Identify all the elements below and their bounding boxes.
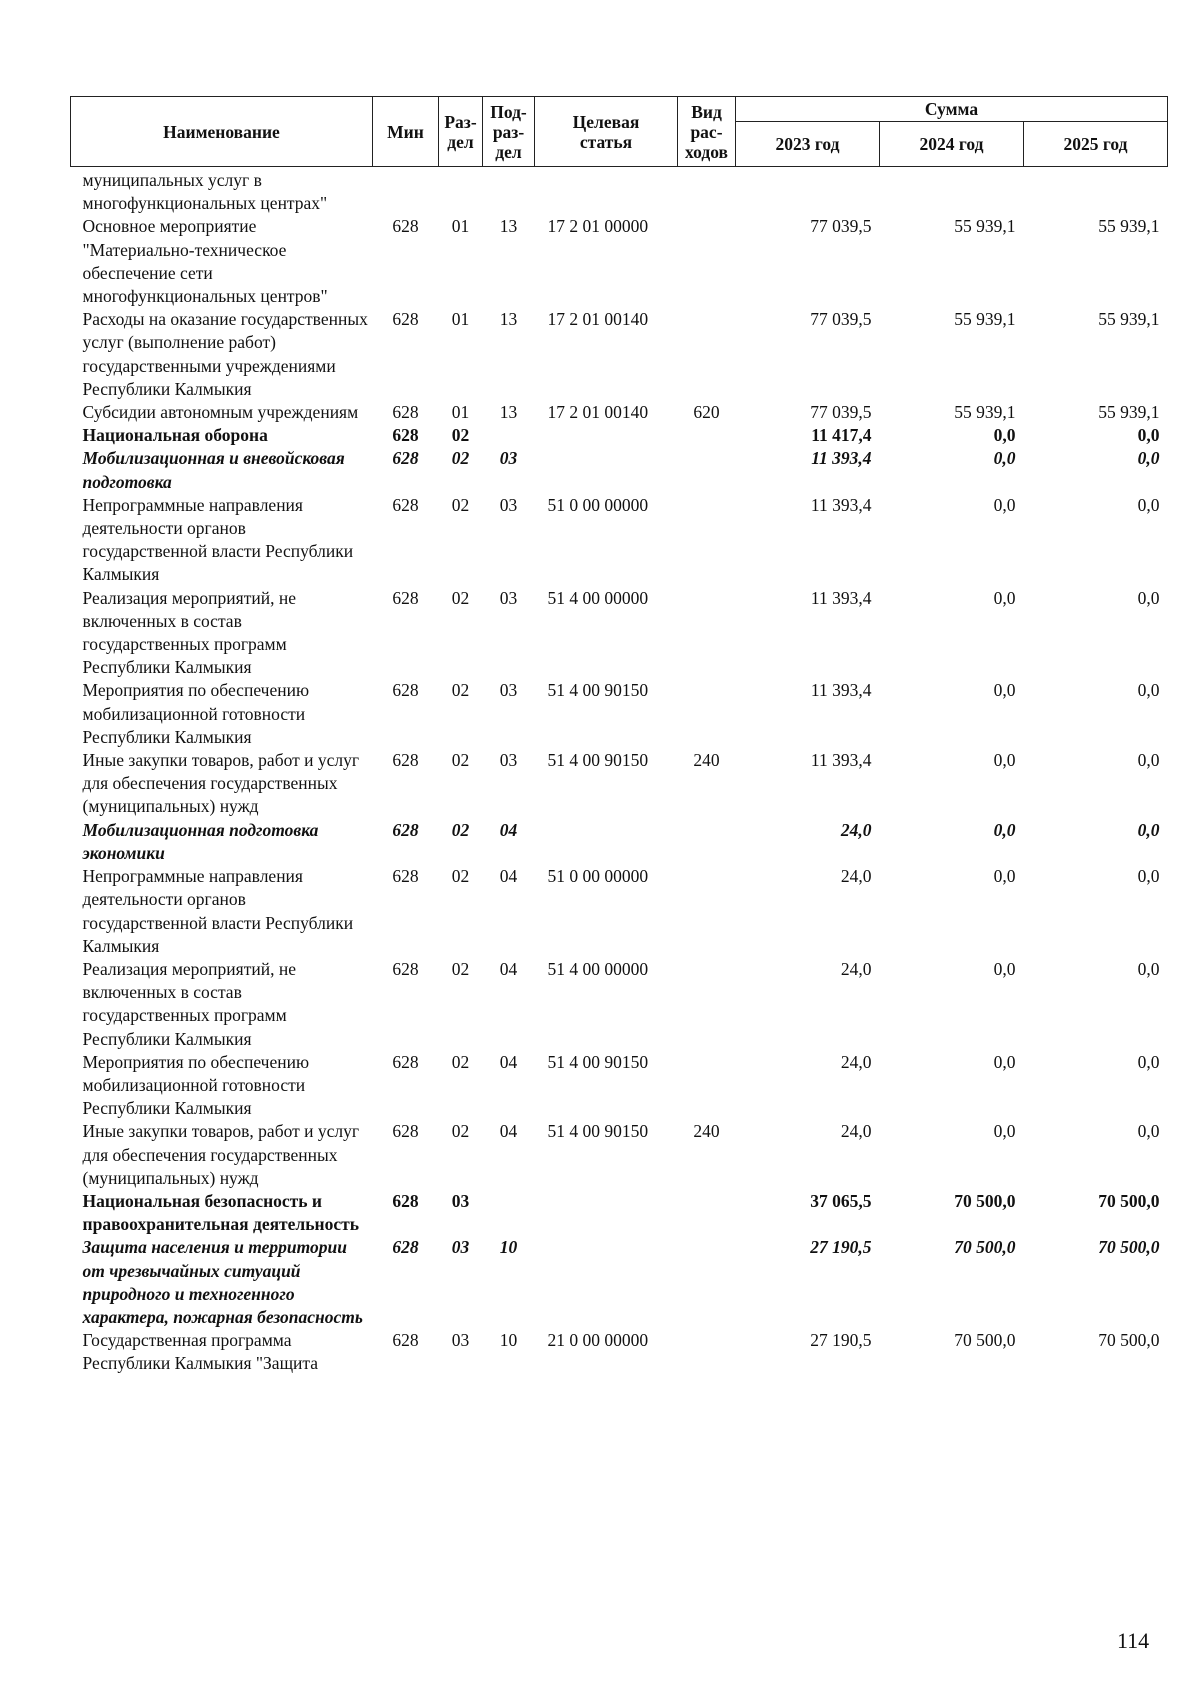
cell-name: Реализация мероприятий, не включенных в состав государственных программ Республики Калмыкия xyxy=(82,958,296,1049)
table-body xyxy=(71,167,1168,1376)
cell-podrazdel: 04 xyxy=(499,958,518,979)
table-row xyxy=(71,401,1168,424)
table-row xyxy=(71,1329,1168,1375)
cell-celevaya: 51 4 00 90150 xyxy=(547,750,649,771)
cell-sum-2025: 0,0 xyxy=(1137,750,1160,771)
cell-sum-2025: 0,0 xyxy=(1137,448,1160,469)
cell-sum-2023: 24,0 xyxy=(840,866,872,887)
table-row xyxy=(71,1120,1168,1190)
cell-min: 628 xyxy=(392,866,419,887)
header-2023: 2023 год xyxy=(736,122,880,167)
table-row xyxy=(71,424,1168,447)
cell-sum-2024: 55 939,1 xyxy=(954,309,1016,330)
cell-sum-2024: 0,0 xyxy=(993,958,1016,979)
cell-sum-2024: 55 939,1 xyxy=(954,216,1016,237)
cell-razdel: 03 xyxy=(451,1190,470,1211)
cell-name: Иные закупки товаров, работ и услуг для обеспечения государственных (муниципальных) нужд xyxy=(82,1121,360,1188)
cell-razdel: 02 xyxy=(451,1121,470,1142)
cell-sum-2023: 11 393,4 xyxy=(810,680,872,701)
cell-celevaya: 51 4 00 90150 xyxy=(547,1051,649,1072)
cell-vid xyxy=(678,1236,736,1329)
cell-sum-2024 xyxy=(880,167,1024,216)
cell-min: 628 xyxy=(392,1121,419,1142)
cell-name: Реализация мероприятий, не включенных в состав государственных программ Республики Калмыкия xyxy=(82,587,296,678)
cell-sum-2023: 24,0 xyxy=(840,819,872,840)
cell-podrazdel xyxy=(483,1190,535,1236)
cell-sum-2025: 0,0 xyxy=(1137,494,1160,515)
cell-sum-2025: 70 500,0 xyxy=(1098,1237,1160,1258)
cell-podrazdel: 04 xyxy=(499,1051,518,1072)
header-celevaya: Целевая статья xyxy=(535,97,678,167)
table-row xyxy=(71,1190,1168,1236)
cell-razdel: 02 xyxy=(451,866,470,887)
header-vid: Вид рас- ходов xyxy=(678,97,736,167)
cell-vid: 240 xyxy=(693,1121,720,1142)
cell-name: Непрограммные направления деятельности органов государственной власти Республики Калмыкия xyxy=(82,866,354,956)
cell-sum-2023: 27 190,5 xyxy=(810,1330,872,1351)
cell-celevaya: 51 4 00 00000 xyxy=(547,587,649,608)
cell-vid xyxy=(678,494,736,587)
cell-name: Субсидии автономным учреждениям xyxy=(82,402,359,423)
cell-celevaya xyxy=(535,1190,678,1236)
cell-min: 628 xyxy=(392,425,419,446)
cell-vid xyxy=(678,167,736,216)
cell-celevaya: 51 0 00 00000 xyxy=(547,866,649,887)
cell-min: 628 xyxy=(392,402,419,423)
cell-celevaya xyxy=(535,447,678,493)
cell-vid xyxy=(678,679,736,749)
header-2025: 2025 год xyxy=(1024,122,1168,167)
cell-razdel xyxy=(439,167,483,216)
cell-vid xyxy=(678,865,736,958)
page-number: 114 xyxy=(1117,1628,1150,1653)
table-row xyxy=(71,679,1168,749)
cell-podrazdel: 13 xyxy=(499,216,518,237)
cell-sum-2024: 0,0 xyxy=(993,448,1016,469)
cell-sum-2025: 55 939,1 xyxy=(1098,402,1160,423)
cell-celevaya: 51 0 00 00000 xyxy=(547,494,649,515)
cell-name: Мобилизационная и вневойсковая подготовка xyxy=(82,448,345,492)
cell-sum-2025: 0,0 xyxy=(1137,425,1160,446)
cell-min: 628 xyxy=(392,1330,419,1351)
cell-celevaya: 17 2 01 00000 xyxy=(547,216,649,237)
cell-name: Иные закупки товаров, работ и услуг для обеспечения государственных (муниципальных) нужд xyxy=(82,750,360,817)
table-row xyxy=(71,749,1168,819)
cell-sum-2024: 0,0 xyxy=(993,866,1016,887)
cell-sum-2023: 24,0 xyxy=(840,958,872,979)
table-header xyxy=(71,97,1168,167)
table-row xyxy=(71,1236,1168,1329)
table-row xyxy=(71,865,1168,958)
header-name: Наименование xyxy=(71,97,373,167)
cell-podrazdel: 03 xyxy=(499,448,518,469)
table-row xyxy=(71,494,1168,587)
table-row xyxy=(71,447,1168,493)
cell-sum-2024: 0,0 xyxy=(993,587,1016,608)
cell-vid xyxy=(678,215,736,308)
cell-celevaya xyxy=(535,167,678,216)
cell-sum-2025: 0,0 xyxy=(1137,819,1160,840)
cell-name: Национальная безопасность и правоохранительная деятельность xyxy=(82,1190,359,1235)
cell-min: 628 xyxy=(392,216,419,237)
cell-min: 628 xyxy=(392,587,419,608)
cell-podrazdel: 04 xyxy=(499,1121,518,1142)
cell-vid xyxy=(678,308,736,401)
cell-celevaya xyxy=(535,1236,678,1329)
cell-min: 628 xyxy=(392,309,419,330)
cell-sum-2025: 55 939,1 xyxy=(1098,216,1160,237)
cell-razdel: 02 xyxy=(451,680,470,701)
table-row xyxy=(71,587,1168,680)
cell-razdel: 01 xyxy=(451,309,470,330)
cell-sum-2023: 77 039,5 xyxy=(810,216,872,237)
cell-min: 628 xyxy=(392,1051,419,1072)
cell-razdel: 02 xyxy=(451,448,470,469)
cell-sum-2024: 0,0 xyxy=(993,425,1016,446)
cell-min: 628 xyxy=(392,750,419,771)
cell-podrazdel: 03 xyxy=(499,680,518,701)
cell-vid: 240 xyxy=(693,750,720,771)
cell-podrazdel: 03 xyxy=(499,750,518,771)
cell-vid xyxy=(678,1329,736,1375)
header-podrazdel: Под- раз- дел xyxy=(483,97,535,167)
cell-razdel: 03 xyxy=(451,1330,470,1351)
cell-sum-2024: 0,0 xyxy=(993,1051,1016,1072)
cell-sum-2024: 0,0 xyxy=(993,494,1016,515)
cell-celevaya xyxy=(535,819,678,865)
cell-podrazdel: 04 xyxy=(499,819,518,840)
cell-vid xyxy=(678,819,736,865)
cell-vid xyxy=(678,447,736,493)
header-2024: 2024 год xyxy=(880,122,1024,167)
cell-sum-2023: 37 065,5 xyxy=(810,1190,872,1211)
cell-sum-2023: 77 039,5 xyxy=(810,309,872,330)
cell-sum-2025 xyxy=(1024,167,1168,216)
cell-min: 628 xyxy=(392,1190,419,1211)
cell-sum-2023: 24,0 xyxy=(840,1121,872,1142)
cell-name: Непрограммные направления деятельности органов государственной власти Республики Калмыкия xyxy=(82,494,354,585)
table-row xyxy=(71,167,1168,216)
cell-vid xyxy=(678,958,736,1051)
cell-min: 628 xyxy=(392,494,419,515)
cell-min: 628 xyxy=(392,448,419,469)
cell-celevaya: 51 4 00 90150 xyxy=(547,680,649,701)
cell-razdel: 02 xyxy=(451,494,470,515)
cell-sum-2024: 70 500,0 xyxy=(954,1237,1016,1258)
cell-sum-2024: 0,0 xyxy=(993,819,1016,840)
cell-celevaya xyxy=(535,424,678,447)
cell-sum-2024: 55 939,1 xyxy=(954,402,1016,423)
cell-celevaya: 51 4 00 00000 xyxy=(547,958,649,979)
cell-sum-2023: 27 190,5 xyxy=(810,1237,872,1258)
cell-vid xyxy=(678,587,736,680)
cell-podrazdel: 10 xyxy=(499,1330,518,1351)
cell-sum-2025: 0,0 xyxy=(1137,1121,1160,1142)
cell-sum-2025: 0,0 xyxy=(1137,866,1160,887)
cell-razdel: 02 xyxy=(451,958,470,979)
header-summa: Сумма xyxy=(736,97,1168,122)
cell-podrazdel: 13 xyxy=(499,402,518,423)
cell-razdel: 03 xyxy=(451,1237,470,1258)
cell-sum-2025: 55 939,1 xyxy=(1098,309,1160,330)
cell-name: Основное мероприятие "Материально-техническое обеспечение сети многофункциональных центров" xyxy=(82,216,328,307)
cell-razdel: 02 xyxy=(451,425,470,446)
cell-razdel: 02 xyxy=(451,819,470,840)
cell-name: муниципальных услуг в многофункциональных центрах" xyxy=(82,170,328,214)
cell-vid: 620 xyxy=(693,402,720,423)
cell-min: 628 xyxy=(392,958,419,979)
cell-min xyxy=(373,167,439,216)
cell-razdel: 02 xyxy=(451,1051,470,1072)
cell-sum-2023: 11 393,4 xyxy=(810,750,872,771)
cell-sum-2023: 24,0 xyxy=(840,1051,872,1072)
cell-sum-2024: 0,0 xyxy=(993,680,1016,701)
cell-sum-2023: 11 393,4 xyxy=(810,494,872,515)
cell-celevaya: 17 2 01 00140 xyxy=(547,402,649,423)
cell-vid xyxy=(678,424,736,447)
cell-sum-2023: 11 393,4 xyxy=(810,587,872,608)
cell-sum-2023: 11 393,4 xyxy=(811,448,872,469)
budget-table xyxy=(70,96,1168,1376)
cell-sum-2023: 77 039,5 xyxy=(810,402,872,423)
cell-podrazdel: 10 xyxy=(499,1237,518,1258)
cell-razdel: 02 xyxy=(451,750,470,771)
table-row xyxy=(71,819,1168,865)
cell-name: Мероприятия по обеспечению мобилизационной готовности Республики Калмыкия xyxy=(82,1051,310,1119)
cell-razdel: 01 xyxy=(451,216,470,237)
cell-name: Государственная программа Республики Калмыкия "Защита xyxy=(82,1330,319,1374)
cell-sum-2025: 0,0 xyxy=(1137,1051,1160,1072)
cell-podrazdel xyxy=(483,424,535,447)
table-row xyxy=(71,215,1168,308)
cell-name: Защита населения и территории от чрезвычайных ситуаций природного и техногенного характера, пожарная безопасность xyxy=(82,1237,363,1327)
cell-razdel: 01 xyxy=(451,402,470,423)
cell-name: Национальная оборона xyxy=(82,425,268,446)
cell-podrazdel xyxy=(483,167,535,216)
cell-sum-2025: 70 500,0 xyxy=(1098,1330,1160,1351)
cell-sum-2025: 0,0 xyxy=(1137,958,1160,979)
cell-min: 628 xyxy=(392,680,419,701)
cell-razdel: 02 xyxy=(451,587,470,608)
cell-sum-2024: 0,0 xyxy=(993,750,1016,771)
cell-sum-2023: 11 417,4 xyxy=(811,425,872,446)
cell-sum-2025: 70 500,0 xyxy=(1098,1190,1160,1211)
cell-podrazdel: 04 xyxy=(499,866,518,887)
cell-podrazdel: 03 xyxy=(499,587,518,608)
header-razdel: Раз- дел xyxy=(439,97,483,167)
cell-sum-2025: 0,0 xyxy=(1137,587,1160,608)
cell-podrazdel: 13 xyxy=(499,309,518,330)
cell-podrazdel: 03 xyxy=(499,494,518,515)
cell-vid xyxy=(678,1190,736,1236)
cell-celevaya: 17 2 01 00140 xyxy=(547,309,649,330)
table-row xyxy=(71,958,1168,1051)
table-row xyxy=(71,1051,1168,1121)
cell-sum-2023 xyxy=(736,167,880,216)
cell-vid xyxy=(678,1051,736,1121)
cell-sum-2024: 70 500,0 xyxy=(954,1330,1016,1351)
cell-celevaya: 51 4 00 90150 xyxy=(547,1121,649,1142)
cell-name: Расходы на оказание государственных услуг (выполнение работ) государственными учреждениями Республики Калмыкия xyxy=(82,309,368,399)
cell-min: 628 xyxy=(392,1237,419,1258)
table-row xyxy=(71,308,1168,401)
cell-sum-2025: 0,0 xyxy=(1137,680,1160,701)
cell-celevaya: 21 0 00 00000 xyxy=(547,1330,649,1351)
cell-name: Мероприятия по обеспечению мобилизационной готовности Республики Калмыкия xyxy=(82,680,310,747)
header-min: Мин xyxy=(373,97,439,167)
cell-min: 628 xyxy=(392,819,419,840)
cell-sum-2024: 70 500,0 xyxy=(954,1190,1016,1211)
cell-name: Мобилизационная подготовка экономики xyxy=(82,819,319,863)
cell-sum-2024: 0,0 xyxy=(993,1121,1016,1142)
